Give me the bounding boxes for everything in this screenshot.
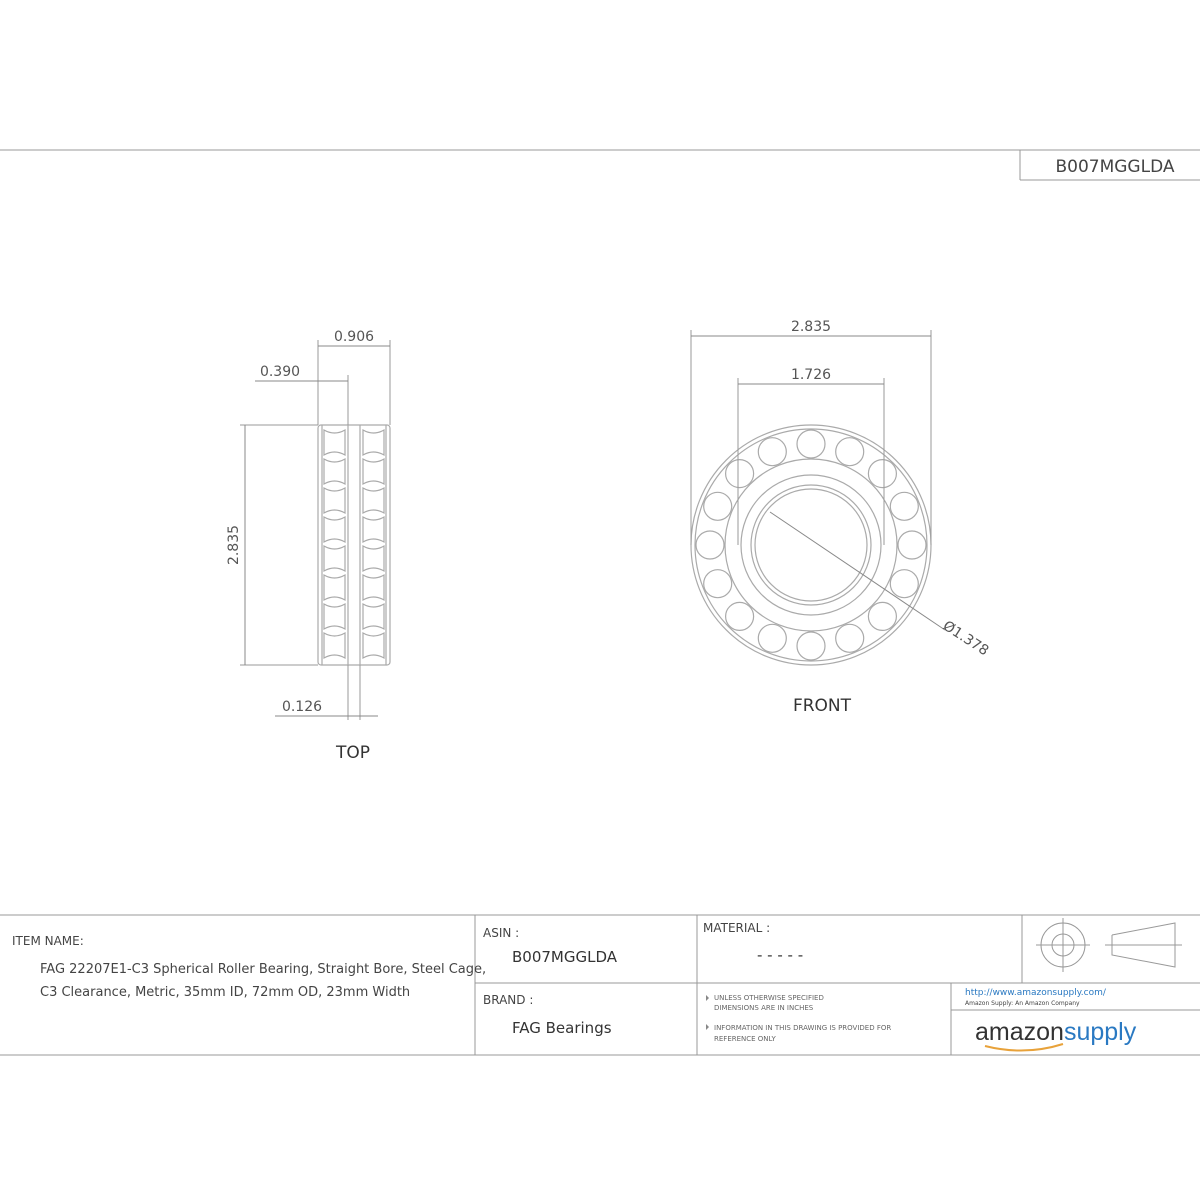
front-view-rollers (696, 430, 926, 660)
roller (704, 570, 732, 598)
roller (363, 488, 384, 513)
roller (324, 604, 345, 629)
brand-value: FAG Bearings (512, 1019, 612, 1037)
note-arrow-icon (706, 995, 709, 1001)
roller (797, 430, 825, 458)
supplier-url-sub: Amazon Supply: An Amazon Company (965, 1000, 1080, 1007)
logo-part1: amazon (975, 1018, 1064, 1046)
roller (363, 459, 384, 484)
roller (324, 459, 345, 484)
top-view-bearing (318, 425, 390, 665)
roller (726, 602, 754, 630)
dim-top-offset: 0.390 (259, 364, 301, 380)
roller (363, 430, 384, 455)
item-name-line1: FAG 22207E1-C3 Spherical Roller Bearing, Straight Bore, Steel Cage, (40, 962, 487, 977)
roller (363, 517, 384, 542)
roller (797, 632, 825, 660)
roller (726, 460, 754, 488)
roller (836, 438, 864, 466)
roller (363, 546, 384, 571)
svg-text:amazonsupply (975, 1018, 1137, 1046)
roller (836, 624, 864, 652)
roller (890, 492, 918, 520)
notes (706, 994, 891, 1043)
note2-line1: INFORMATION IN THIS DRAWING IS PROVIDED FOR (714, 1024, 892, 1032)
roller (758, 438, 786, 466)
note-arrow-icon (706, 1024, 709, 1030)
front-view (691, 319, 991, 716)
front-view-label: FRONT (792, 696, 852, 716)
item-name-label: ITEM NAME: (12, 934, 84, 948)
note1-line2: DIMENSIONS ARE IN INCHES (714, 1004, 814, 1012)
roller (696, 531, 724, 559)
dim-top-gap: 0.126 (281, 699, 323, 715)
brand-label: BRAND : (483, 993, 534, 1007)
dim-top-width: 0.906 (333, 329, 375, 345)
sheet-border (0, 150, 1200, 1055)
top-view-label: TOP (335, 743, 371, 763)
roller (324, 575, 345, 600)
item-name-line2: C3 Clearance, Metric, 35mm ID, 72mm OD, 23mm Width (40, 985, 411, 1000)
asin-value: B007MGGLDA (512, 948, 618, 966)
dim-top-height: 2.835 (226, 524, 242, 566)
part-number-box (1020, 150, 1200, 180)
roller (758, 624, 786, 652)
supplier-url[interactable]: http://www.amazonsupply.com/ (965, 988, 1106, 998)
roller (363, 575, 384, 600)
dim-front-outer: 2.835 (790, 319, 832, 335)
title-block (12, 915, 1200, 1055)
note1-line1: UNLESS OTHERWISE SPECIFIED (714, 994, 824, 1002)
projection-symbol-icon (1036, 918, 1182, 972)
top-view-rollers (324, 430, 384, 658)
roller (324, 430, 345, 455)
roller (363, 604, 384, 629)
amazonsupply-logo (975, 1018, 1137, 1051)
dim-front-bore: Ø1.378 (939, 617, 992, 660)
roller (324, 546, 345, 571)
front-view-bearing (691, 425, 931, 665)
asin-label: ASIN : (483, 926, 520, 940)
roller (324, 633, 345, 658)
logo-part2: supply (1063, 1018, 1137, 1046)
roller (890, 570, 918, 598)
part-number: B007MGGLDA (1055, 157, 1175, 177)
material-label: MATERIAL : (703, 921, 771, 935)
note2-line2: REFERENCE ONLY (714, 1035, 776, 1043)
roller (324, 488, 345, 513)
top-view (226, 329, 390, 763)
roller (868, 460, 896, 488)
roller (363, 633, 384, 658)
roller (898, 531, 926, 559)
dim-front-pitch: 1.726 (790, 367, 832, 383)
roller (704, 492, 732, 520)
roller (868, 602, 896, 630)
material-value: - - - - - (757, 946, 804, 964)
roller (324, 517, 345, 542)
